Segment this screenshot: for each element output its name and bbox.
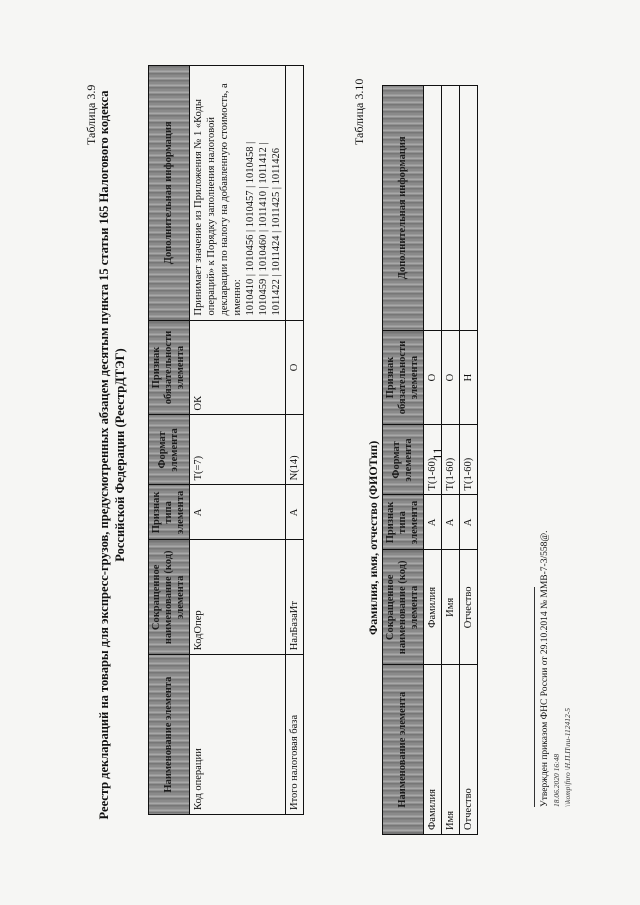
cell-code: КодОпер — [190, 540, 286, 655]
table-310-header-row — [383, 86, 424, 835]
cell-name: Отчество — [460, 665, 478, 835]
table-row — [460, 86, 478, 835]
footnote-timestamp: 18.06.2020 16:48 — [552, 753, 561, 807]
header-cell: Признак типа элемента — [149, 485, 190, 540]
page-number: 11 — [430, 447, 445, 460]
footnote-path: \\komp\fnro \Н.П.П\пи-112412-5 — [563, 708, 572, 807]
table-row — [190, 66, 286, 815]
header-cell: Формат элемента — [383, 425, 424, 495]
cell-code: Отчество — [460, 550, 478, 665]
code-line: 1010410 | 1010456 | 1010457 | 1010458 | — [245, 141, 256, 316]
cell-required: О — [286, 320, 304, 415]
cell-format: T(=7) — [190, 415, 286, 485]
footnote — [540, 427, 573, 807]
header-cell: Дополнительная информация — [149, 66, 190, 321]
cell-name: Код операции — [190, 655, 286, 815]
cell-required: ОК — [190, 320, 286, 415]
cell-required: Н — [460, 330, 478, 425]
cell-name: Итого налоговая база — [286, 655, 304, 815]
table-310 — [382, 85, 478, 835]
table-row — [424, 86, 442, 835]
code-line: 1010459 | 1010460 | 1011410 | 1011412 | — [258, 142, 269, 316]
cell-code: НалБазаИт — [286, 540, 304, 655]
cell-format: T(1-60) — [442, 425, 460, 495]
header-cell: Наименование элемента — [383, 665, 424, 835]
cell-type: А — [424, 495, 442, 550]
code-line: 1011422 | 1011424 | 1011425 | 1011426 — [271, 148, 282, 316]
header-cell: Дополнительная информация — [383, 86, 424, 331]
operation-codes — [244, 70, 283, 316]
footnote-approval: Утвержден приказом ФНС России от 29.10.2014 № ММВ-7-3/558@. — [540, 530, 550, 807]
cell-info — [460, 86, 478, 331]
cell-info — [286, 66, 304, 321]
cell-name: Имя — [442, 665, 460, 835]
table-310-label: Таблица 3.10 — [352, 78, 366, 145]
cell-required: О — [442, 330, 460, 425]
table-39-title: Реестр деклараций на товары для экспресс-грузов, предусмотренных абзацем десятым пункта 15 статьи 165 Налогового кодекса Российской Федерации (РеестрДТЭГ) — [97, 90, 127, 820]
cell-type: А — [190, 485, 286, 540]
cell-format: T(1-60) — [424, 425, 442, 495]
cell-type: А — [286, 485, 304, 540]
table-39 — [148, 65, 304, 815]
cell-info — [442, 86, 460, 331]
footnote-divider — [534, 587, 535, 807]
table-row — [442, 86, 460, 835]
cell-type: А — [442, 495, 460, 550]
cell-code: Имя — [442, 550, 460, 665]
table-39-label: Таблица 3.9 — [84, 84, 98, 145]
cell-code: Фамилия — [424, 550, 442, 665]
cell-format: N(14) — [286, 415, 304, 485]
info-text: Принимает значение из Приложения № 1 «Коды операций» к Порядку заполнения налоговой декларации по налогу на добавленную стоимость, а именно: — [193, 83, 243, 316]
header-cell: Признак обязательности элемента — [149, 320, 190, 415]
table-row — [286, 66, 304, 815]
header-cell: Формат элемента — [149, 415, 190, 485]
table-39-header-row — [149, 66, 190, 815]
cell-type: А — [460, 495, 478, 550]
header-cell: Сокращенное наименование (код) элемента — [149, 540, 190, 655]
cell-info — [424, 86, 442, 331]
header-cell: Признак типа элемента — [383, 495, 424, 550]
header-cell: Сокращенное наименование (код) элемента — [383, 550, 424, 665]
cell-info — [190, 66, 286, 321]
header-cell: Наименование элемента — [149, 655, 190, 815]
header-cell: Признак обязательности элемента — [383, 330, 424, 425]
cell-required: О — [424, 330, 442, 425]
cell-format: T(1-60) — [460, 425, 478, 495]
table-310-title: Фамилия, имя, отчество (ФИОТип) — [366, 440, 380, 635]
cell-name: Фамилия — [424, 665, 442, 835]
